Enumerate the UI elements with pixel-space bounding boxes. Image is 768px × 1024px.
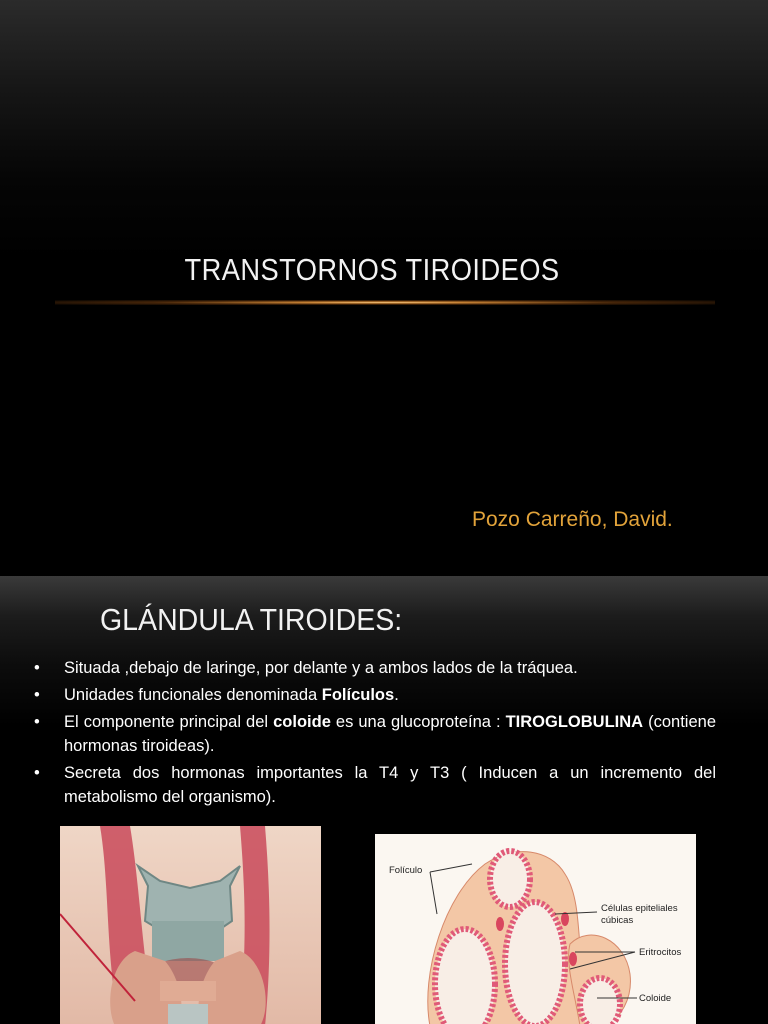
bullet-text-bold: coloide: [273, 713, 331, 731]
section-title: GLÁNDULA TIROIDES:: [100, 602, 403, 637]
label-cubicas: cúbicas: [601, 915, 634, 926]
bullet-text: El componente principal del: [64, 713, 274, 731]
bullet-dot: •: [34, 686, 40, 704]
bullet-text: (contiene hormonas tiroideas).: [64, 713, 717, 755]
bullet-item: [34, 710, 716, 758]
label-coloide: Coloide: [639, 993, 672, 1004]
label-foliculo: Folículo: [389, 865, 423, 876]
bullet-text: Secreta dos hormonas importantes la T4 y T3 ( Inducen a un incremento del metabolismo del organismo).: [64, 764, 716, 806]
bullet-text: es una glucoproteína :: [330, 713, 506, 731]
bullet-item: [34, 683, 716, 707]
bullet-item: [34, 656, 716, 680]
bullet-text-bold: Folículos: [321, 686, 395, 704]
label-eritrocitos: Eritrocitos: [639, 947, 682, 958]
bullet-text: Situada ,debajo de laringe, por delante y a ambos lados de la tráquea.: [64, 659, 578, 677]
content-slide: [0, 576, 768, 1024]
bullet-dot: •: [34, 713, 40, 731]
bullet-text: Unidades funcionales denominada: [64, 686, 322, 704]
bullet-text-bold: TIROGLOBULINA: [505, 713, 644, 731]
bullet-list: [34, 656, 716, 812]
bullet-item: [34, 761, 716, 809]
label-celulas-epiteliales: Células epiteliales: [601, 903, 678, 914]
title-glow-divider: [55, 300, 715, 305]
slide-title: TRANSTORNOS TIROIDEOS: [184, 252, 560, 287]
bullet-dot: •: [34, 764, 40, 782]
thyroid-follicle-diagram: [375, 834, 696, 1024]
thyroid-anatomy-image: [60, 826, 321, 1024]
bullet-text: .: [394, 686, 399, 704]
bullet-dot: •: [34, 659, 40, 677]
author-name: Pozo Carreño, David.: [472, 508, 673, 531]
